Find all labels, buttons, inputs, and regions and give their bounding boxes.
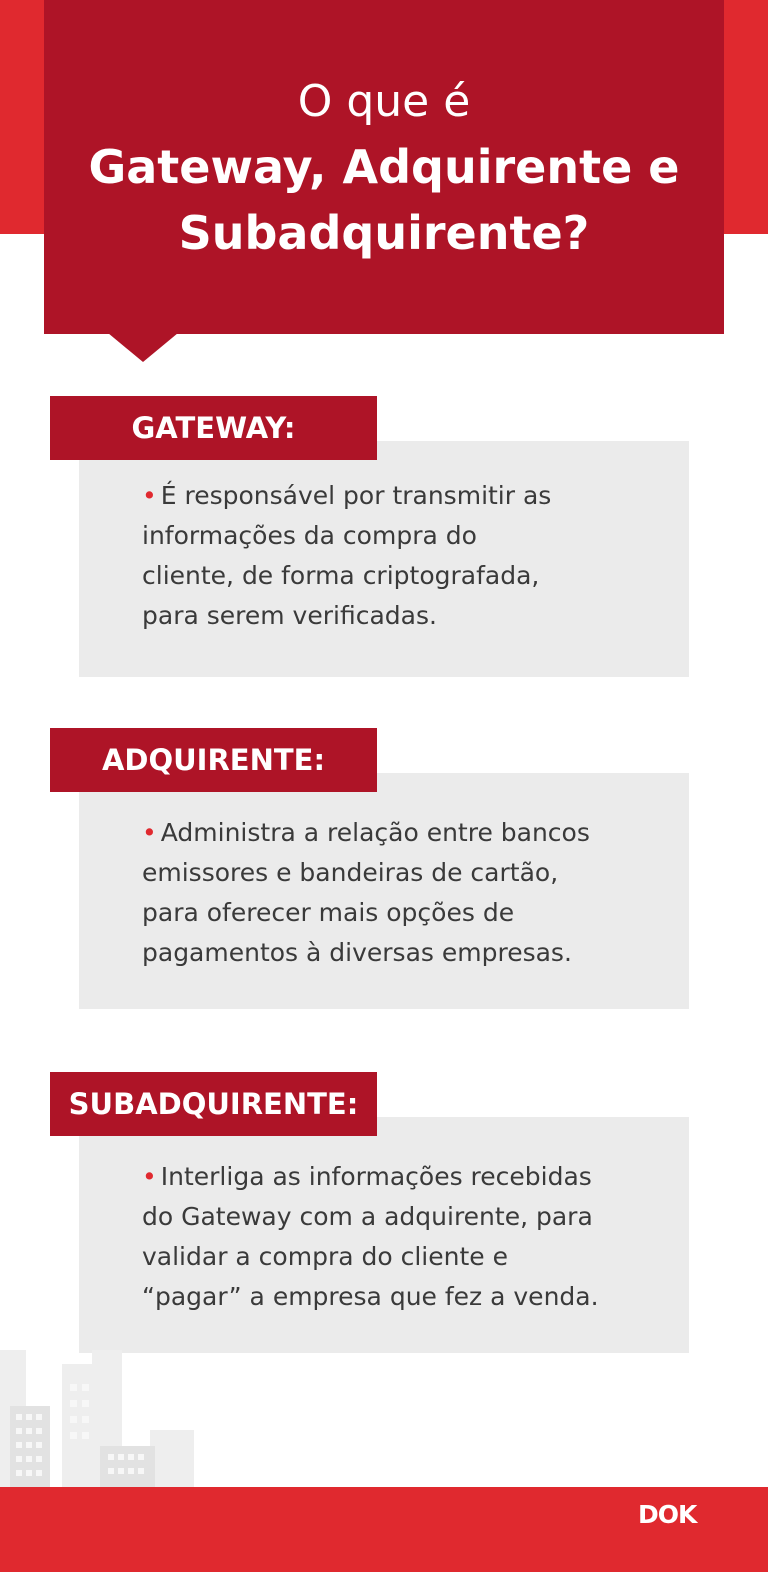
- header-banner: [44, 0, 724, 334]
- subadquirente-label: SUBADQUIRENTE:: [50, 1072, 377, 1136]
- adquirente-label: ADQUIRENTE:: [50, 728, 377, 792]
- right-red-band: [724, 0, 768, 234]
- bullet-icon: •: [142, 481, 157, 510]
- bullet-icon: •: [142, 818, 157, 847]
- gateway-description: [142, 476, 662, 636]
- dok-logo: DOK: [638, 1500, 697, 1529]
- subadquirente-description: [142, 1157, 662, 1317]
- adquirente-description: [142, 813, 662, 973]
- footer-bar: [0, 1487, 768, 1572]
- subadquirente-text: Interliga as informações recebidas do Gateway com a adquirente, para validar a compra do cliente e “pagar” a empresa que fez a venda.: [142, 1162, 599, 1311]
- bullet-icon: •: [142, 1162, 157, 1191]
- left-red-band: [0, 0, 44, 234]
- gateway-label: GATEWAY:: [50, 396, 377, 460]
- city-skyline-icon: [0, 1350, 200, 1487]
- page-title-line-3: Subadquirente?: [178, 206, 590, 260]
- header-pointer: [108, 333, 178, 362]
- page-title-line-1: O que é: [297, 76, 471, 127]
- adquirente-text: Administra a relação entre bancos emissores e bandeiras de cartão, para oferecer mais opções de pagamentos à diversas empresas.: [142, 818, 590, 967]
- gateway-text: É responsável por transmitir as informações da compra do cliente, de forma criptografada, para serem verificadas.: [142, 481, 552, 630]
- page-title-line-2: Gateway, Adquirente e: [88, 140, 680, 194]
